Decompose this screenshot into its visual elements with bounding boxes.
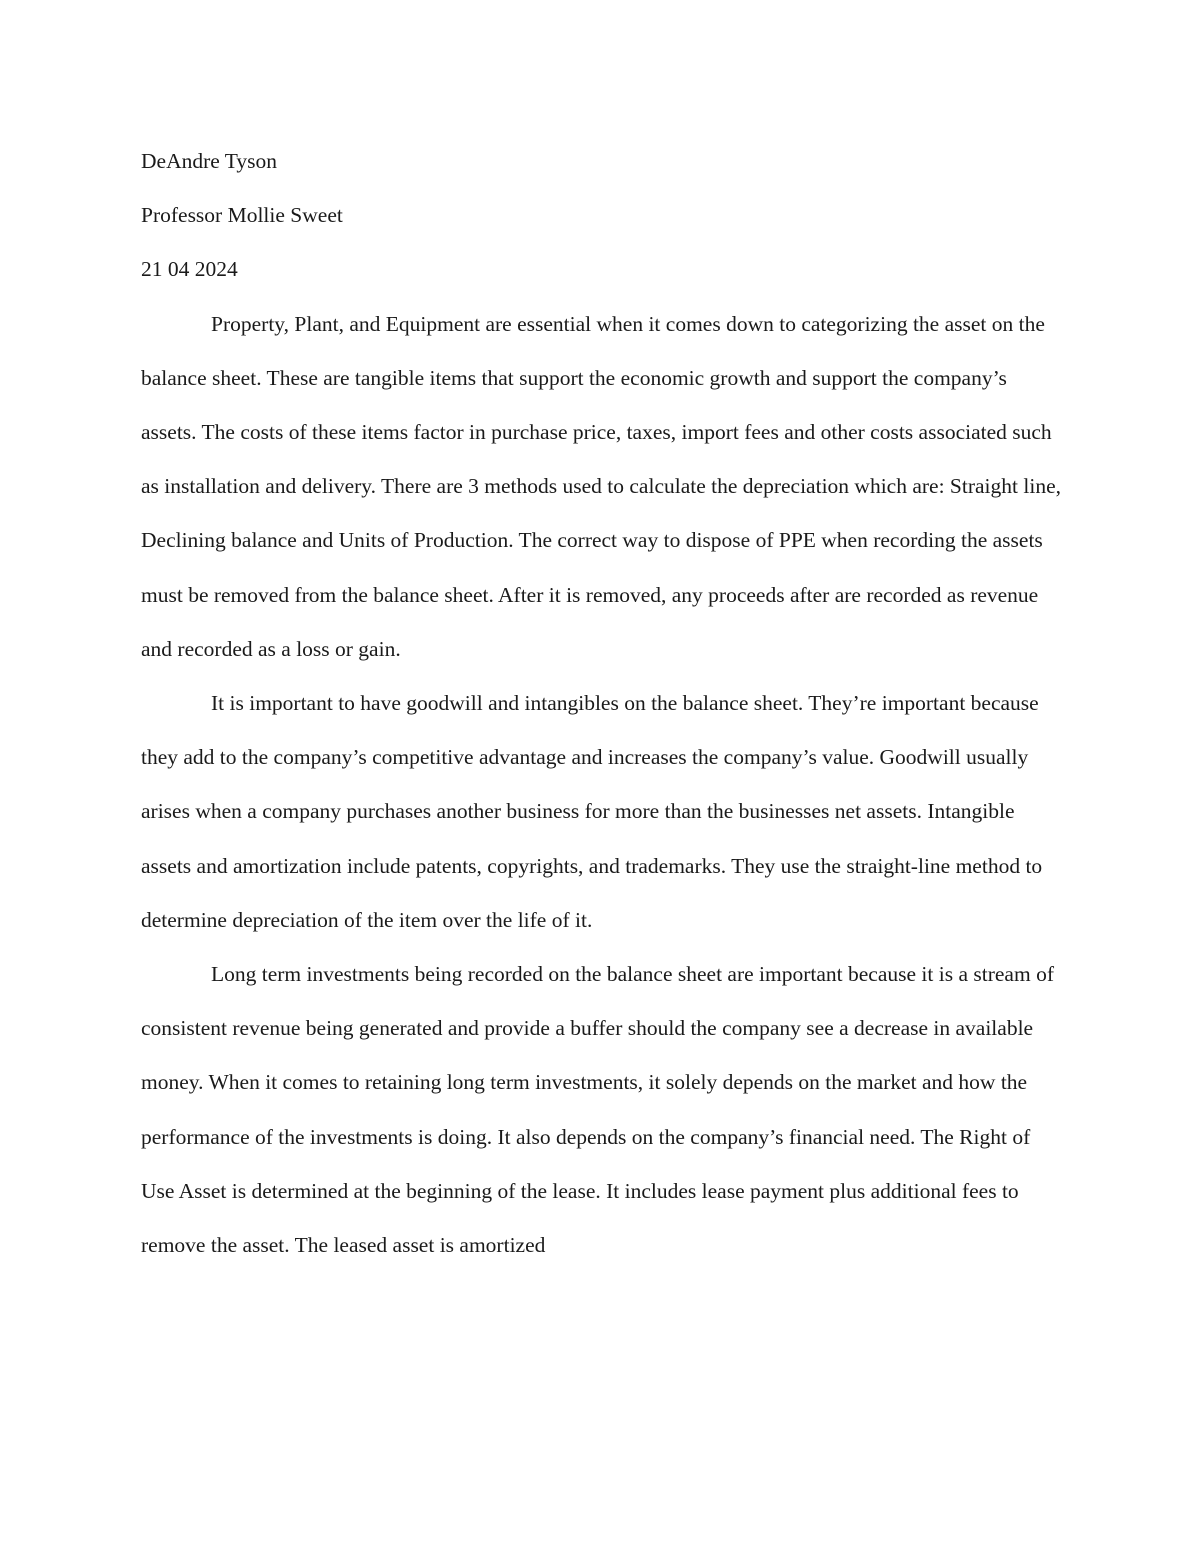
paragraph-ppe: Property, Plant, and Equipment are essential when it comes down to categorizing the asset on the balance sheet. These are tangible items that support the economic growth and support the company’s assets. The costs of these items factor in purchase price, taxes, import fees and other costs associated such as installation and delivery. There are 3 methods used to calculate the depreciation which are: Straight line, Declining balance and Units of Production. The correct way to dispose of PPE when recording the assets must be removed from the balance sheet. After it is removed, any proceeds after are recorded as revenue and recorded as a loss or gain. xyxy=(141,311,1061,661)
document-date: 21 04 2024 xyxy=(141,257,238,282)
author-name: DeAndre Tyson xyxy=(141,149,278,173)
paragraph-investments: Long term investments being recorded on the balance sheet are important because it is a stream of consistent revenue being generated and provide a buffer should the company see a decrease in available money. When it comes to retaining long term investments, it solely depends on the market and how the performance of the investments is doing. It also depends on the company’s financial need. The Right of Use Asset is determined at the beginning of the lease. It includes lease payment plus additional fees to remove the asset. The leased asset is amortized xyxy=(141,962,1054,1258)
professor-name: Professor Mollie Sweet xyxy=(141,203,343,228)
document-body xyxy=(141,134,1066,1272)
paragraph-goodwill: It is important to have goodwill and intangibles on the balance sheet. They’re important because they add to the company’s competitive advantage and increases the company’s value. Goodwill usually arises when a company purchases another business for more than the businesses net assets. Intangible assets and amortization include patents, copyrights, and trademarks. They use the straight-line method to determine depreciation of the item over the life of it. xyxy=(141,691,1043,932)
